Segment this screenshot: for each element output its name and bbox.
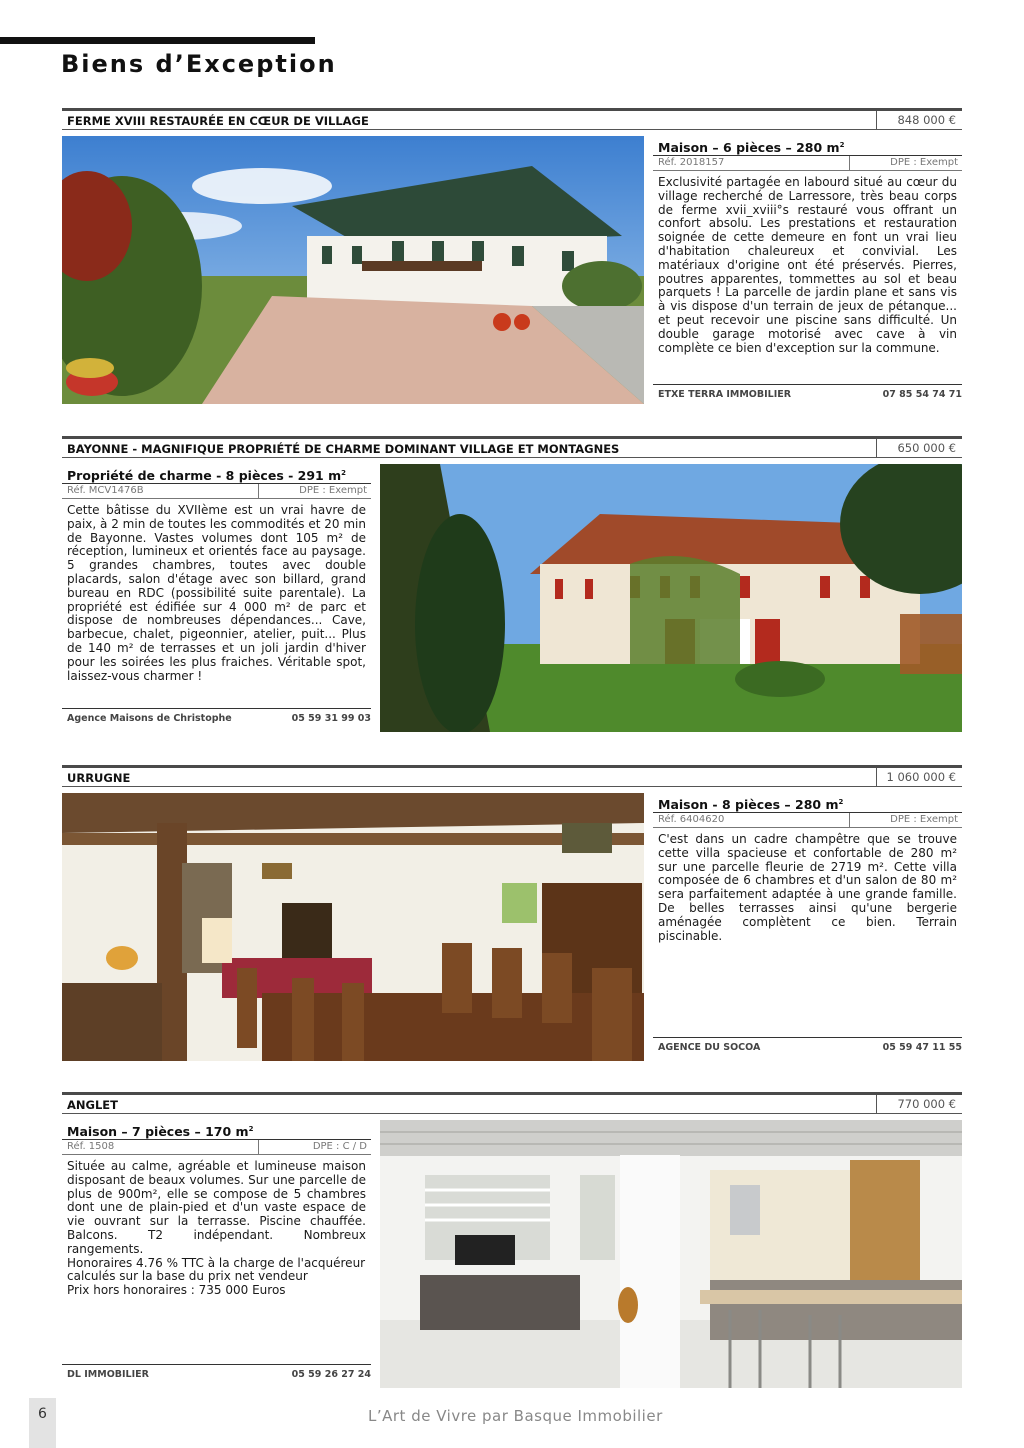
agency-phone[interactable]: 05 59 47 11 55	[882, 1042, 962, 1053]
listing-3[interactable]	[62, 765, 962, 1065]
agency-name[interactable]: DL IMMOBILIER	[67, 1369, 149, 1380]
listing-info	[653, 136, 962, 408]
listing-price: 1 060 000 €	[876, 768, 962, 786]
listing-subtitle: Propriété de charme - 8 pièces - 291 $m^2$	[62, 464, 371, 484]
listing-subtitle: Maison – 7 pièces – 170 $m^2$	[62, 1120, 371, 1140]
listing-description: Cette bâtisse du XVIIème est un vrai havre de paix, à 2 min de toutes les commodités et 20 min de Bayonne. Vastes volumes dont 105 m² de réception, lumineux et orientés face au paysage. 5 grandes chambres, toutes avec double placards, salon d'étage avec son billard, grand bureau en RDC (possibilité suite parentale). La propriété est édifiée sur 4 000 m² de parc et dispose de nombreuses dépendances... Cave, barbecue, chalet, pigeonnier, atelier, puit... Plus de 140 m² de terrasses et un joli jardin d'hiver pour les soirées les plus fraiches. Véritable spot, laissez-vous charmer !	[67, 503, 366, 683]
listing-dpe: DPE : Exempt	[849, 156, 962, 170]
listing-1[interactable]	[62, 108, 962, 408]
listing-photo[interactable]	[380, 1120, 962, 1388]
agency-row	[62, 1364, 371, 1385]
listing-price-excl-fees: Prix hors honoraires : 735 000 Euros	[67, 1283, 286, 1298]
listing-header	[62, 108, 962, 130]
listing-ref: Réf. 2018157	[658, 157, 725, 168]
listing-header	[62, 765, 962, 787]
listing-title: ANGLET	[67, 1098, 118, 1112]
agency-name[interactable]: AGENCE DU SOCOA	[658, 1042, 761, 1053]
top-accent-bar	[0, 37, 315, 44]
listing-title: BAYONNE - MAGNIFIQUE PROPRIÉTÉ DE CHARME DOMINANT VILLAGE ET MONTAGNES	[67, 442, 620, 456]
listing-description: Exclusivité partagée en labourd situé au cœur du village recherché de Larressore, très beau corps de ferme xvii_xviii°s restauré vous offrant un confort absolu. Les prestations et restauration soignée de cette demeure en font un vrai lieu d'habitation chaleureux et convivial. Les matériaux d'origine ont été préservés. Pierres, poutres apparentes, tommettes au sol et beau parquets ! La parcelle de jardin plane et sans vis à vis dispose d'un terrain de jeux de pétanque... et peut recevoir une piscine sans difficulté. Un double garage motorisé avec cave à vin complète ce bien d'exception sur la commune.	[658, 175, 957, 355]
footer-text: L’Art de Vivre par Basque Immobilier	[368, 1407, 663, 1425]
listing-fees: Honoraires 4.76 % TTC à la charge de l'acquéreur calculés sur la base du prix net vendeur	[67, 1255, 366, 1284]
listing-dpe: DPE : C / D	[258, 1140, 371, 1154]
listing-subtitle: Maison - 8 pièces – 280 $m^2$	[653, 793, 962, 813]
listing-header	[62, 1092, 962, 1114]
agency-phone[interactable]: 07 85 54 74 71	[882, 389, 962, 400]
listing-price: 770 000 €	[876, 1095, 962, 1113]
listing-info	[62, 1120, 371, 1392]
agency-phone[interactable]: 05 59 31 99 03	[291, 713, 371, 724]
listing-dpe: DPE : Exempt	[849, 813, 962, 827]
listing-ref: Réf. 1508	[67, 1141, 115, 1152]
listing-info	[653, 793, 962, 1065]
listing-info	[62, 464, 371, 736]
listing-title: URRUGNE	[67, 771, 131, 785]
listing-title: FERME XVIII RESTAURÉE EN CŒUR DE VILLAGE	[67, 114, 369, 128]
listing-ref: Réf. MCV1476B	[67, 485, 144, 496]
agency-row	[653, 1037, 962, 1058]
listing-photo[interactable]	[380, 464, 962, 732]
listing-header	[62, 436, 962, 458]
listing-2[interactable]	[62, 436, 962, 736]
ref-row	[62, 1140, 371, 1155]
ref-row	[653, 813, 962, 828]
listing-photo[interactable]	[62, 793, 644, 1061]
listing-description: Située au calme, agréable et lumineuse maison disposant de beaux volumes. Sur une parcelle de plus de 900m², elle se compose de 5 chambres dont une de plain-pied et d'un vaste espace de vie ouvrant sur la terrasse. Piscine chauffée. Balcons. T2 indépendant. Nombreux rangements. Honoraires 4.76 % TTC à la charge de l'acquéreur calculés sur la base du prix net vendeur Prix hors honoraires : 735 000 Euros	[67, 1159, 366, 1298]
listing-4[interactable]	[62, 1092, 962, 1392]
agency-row	[62, 708, 371, 729]
page-number: 6	[38, 1406, 47, 1422]
ref-row	[62, 484, 371, 499]
listing-subtitle: Maison – 6 pièces – 280 $m^2$	[653, 136, 962, 156]
agency-phone[interactable]: 05 59 26 27 24	[291, 1369, 371, 1380]
listing-description: C'est dans un cadre champêtre que se trouve cette villa spacieuse et confortable de 280 m² sur une parcelle fleurie de 2719 m². Cette villa composée de 6 chambres et d'un salon de 80 m² sera parfaitement adaptée à une grande famille. De belles terrasses ainsi qu'une bergerie aménagée complètent ce bien. Terrain piscinable.	[658, 832, 957, 943]
page-title: Biens d’Exception	[61, 50, 337, 78]
listing-price: 848 000 €	[876, 111, 962, 129]
listing-ref: Réf. 6404620	[658, 814, 725, 825]
agency-name[interactable]: Agence Maisons de Christophe	[67, 713, 232, 724]
agency-row	[653, 384, 962, 405]
agency-name[interactable]: ETXE TERRA IMMOBILIER	[658, 389, 792, 400]
ref-row	[653, 156, 962, 171]
listing-photo[interactable]	[62, 136, 644, 404]
listing-dpe: DPE : Exempt	[258, 484, 371, 498]
listing-price: 650 000 €	[876, 439, 962, 457]
